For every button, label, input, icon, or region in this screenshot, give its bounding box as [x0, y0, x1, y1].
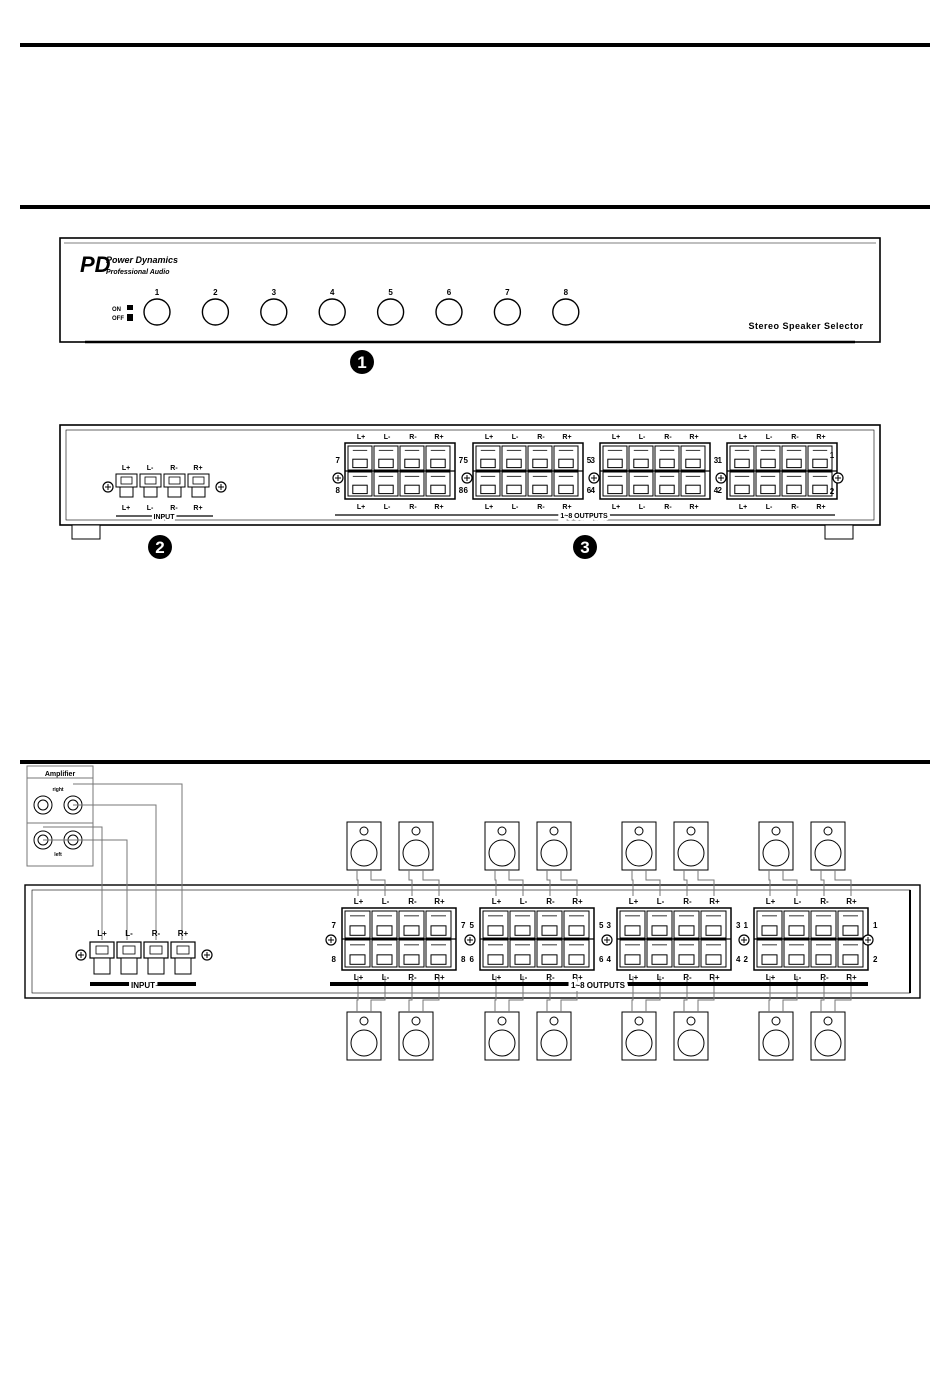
- wiring-output-group-2-clip-bottom-3-slot: [542, 955, 557, 964]
- wiring-output-group-4-clip-bottom-3-slot: [816, 955, 831, 964]
- button-number-3: 3: [271, 288, 277, 297]
- rear-output-group-1-clip-top-2-slot: [379, 459, 393, 467]
- input-label: INPUT: [153, 514, 175, 521]
- speaker-button-3: [261, 299, 287, 325]
- wiring-input-slot-4: [177, 946, 189, 954]
- wiring-output-group-2-clip-bottom-4-slot: [569, 955, 584, 964]
- rear-output-group-1-bottom-label-1: L+: [356, 504, 366, 511]
- button-number-2: 2: [213, 288, 218, 297]
- speaker-7-right-woofer: [403, 840, 429, 866]
- rear-output-group-2-bottom-label-1: L+: [484, 504, 494, 511]
- button-number-8: 8: [563, 288, 569, 297]
- wiring-input-clip-2: [121, 958, 137, 974]
- speaker-3-right-tweeter: [687, 827, 695, 835]
- rear-output-group-3-top-label-4: R+: [689, 434, 699, 441]
- wiring-output-group-3-bottom-label-3: R-: [683, 973, 692, 982]
- speaker-7-right-tweeter: [412, 827, 420, 835]
- product-label: Stereo Speaker Selector: [748, 321, 864, 331]
- rear-output-group-4-bottom-label-1: L+: [738, 504, 748, 511]
- speaker-6-left-woofer: [489, 1030, 515, 1056]
- wiring-output-group-4-top-label-1: L+: [765, 897, 776, 906]
- rear-output-group-1-clip-top-4-slot: [431, 459, 445, 467]
- wiring-output-number-3-left: 3: [606, 921, 611, 930]
- speaker-2-left-woofer: [763, 1030, 789, 1056]
- wiring-input-clip-3: [148, 958, 164, 974]
- input-clip-2: [144, 487, 157, 497]
- wiring-output-group-3-top-label-3: R-: [683, 897, 692, 906]
- wiring-output-group-1-top-label-2: L-: [381, 897, 390, 906]
- off-label: OFF: [112, 316, 124, 322]
- speaker-7-left-tweeter: [360, 827, 368, 835]
- rear-output-group-4-clip-bottom-2-slot: [761, 485, 775, 493]
- input-bottom-label-4: R+: [193, 505, 203, 512]
- front-panel: [60, 238, 880, 374]
- rear-output-group-1-clip-top-3-slot: [405, 459, 419, 467]
- wiring-outputs-label: 1~8 OUTPUTS: [570, 981, 626, 990]
- input-terminal-slot-3: [169, 477, 180, 484]
- wiring-output-number-2-right: 2: [873, 955, 878, 964]
- speaker-7-left-woofer: [351, 840, 377, 866]
- brand-tagline: Professional Audio: [106, 269, 170, 276]
- amp-right-label: right: [52, 787, 64, 793]
- rear-output-group-3-clip-top-1-slot: [608, 459, 622, 467]
- wiring-output-group-4-top-label-4: R+: [846, 897, 857, 906]
- wiring-output-group-4-top-label-3: R-: [820, 897, 829, 906]
- wiring-output-group-3-bottom-label-4: R+: [709, 973, 720, 982]
- input-bottom-label-2: L-: [146, 505, 154, 512]
- wiring-output-group-2-top-label-2: L-: [519, 897, 528, 906]
- rear-output-group-2-top-label-3: R-: [537, 434, 545, 441]
- wiring-output-group-4-clip-bottom-2-slot: [789, 955, 804, 964]
- input-bottom-label-3: R-: [170, 505, 178, 512]
- rear-output-group-2-top-label-2: L-: [511, 434, 519, 441]
- rear-output-group-3-bottom-label-3: R-: [664, 504, 672, 511]
- rear-output-group-2-clip-top-3-slot: [533, 459, 547, 467]
- rear-output-group-4-bottom-label-2: L-: [765, 504, 773, 511]
- input-terminal-slot-2: [145, 477, 156, 484]
- speaker-4-left-tweeter: [635, 1017, 643, 1025]
- rear-output-group-1-top-label-4: R+: [434, 434, 444, 441]
- rear-output-group-2-clip-bottom-3-slot: [533, 485, 547, 493]
- rear-output-group-4-top-label-1: L+: [738, 434, 748, 441]
- speaker-3-left-woofer: [626, 840, 652, 866]
- speaker-4-right-tweeter: [687, 1017, 695, 1025]
- wiring-output-number-1-left: 1: [743, 921, 748, 930]
- speaker-8-left-tweeter: [360, 1017, 368, 1025]
- rear-output-number-4-right: 4: [713, 486, 719, 495]
- rear-output-group-4-top-label-2: L-: [765, 434, 773, 441]
- wiring-output-number-7-left: 7: [331, 921, 336, 930]
- rear-output-group-2-clip-top-1-slot: [481, 459, 495, 467]
- wiring-output-group-1-bottom-label-3: R-: [408, 973, 417, 982]
- callout-2-number: 2: [155, 538, 165, 557]
- wiring-output-group-3-clip-top-2-slot: [652, 926, 667, 935]
- brand-name: Power Dynamics: [106, 255, 179, 265]
- speaker-8-left-woofer: [351, 1030, 377, 1056]
- speaker-1-left-woofer: [763, 840, 789, 866]
- wiring-output-group-3-top-label-4: R+: [709, 897, 720, 906]
- rear-output-group-1-top-label-2: L-: [383, 434, 391, 441]
- wiring-output-number-7-right: 7: [461, 921, 466, 930]
- rear-output-group-1-top-label-3: R-: [409, 434, 417, 441]
- speaker-6-right-tweeter: [550, 1017, 558, 1025]
- rear-output-group-3-bottom-label-1: L+: [611, 504, 621, 511]
- wiring-input-slot-3: [150, 946, 162, 954]
- rear-output-group-3-clip-bottom-1-slot: [608, 485, 622, 493]
- rear-foot-left: [72, 525, 100, 539]
- off-indicator-icon: [127, 314, 133, 321]
- rear-output-group-4-clip-top-4-slot: [813, 459, 827, 467]
- speaker-1-left-tweeter: [772, 827, 780, 835]
- speaker-button-8: [553, 299, 579, 325]
- rear-output-group-2-clip-bottom-1-slot: [481, 485, 495, 493]
- rear-output-group-2-top-label-4: R+: [562, 434, 572, 441]
- input-top-label-3: R-: [170, 465, 178, 472]
- speaker-button-5: [378, 299, 404, 325]
- rear-output-number-6-right: 6: [586, 486, 592, 495]
- wiring-output-group-4-clip-top-4-slot: [843, 926, 858, 935]
- input-clip-1: [120, 487, 133, 497]
- rear-output-number-7: 7: [335, 456, 340, 465]
- rear-output-group-3-clip-bottom-3-slot: [660, 485, 674, 493]
- rear-output-group-1-bottom-label-3: R-: [409, 504, 417, 511]
- button-number-6: 6: [446, 288, 452, 297]
- rear-output-number-8: 8: [335, 486, 340, 495]
- rear-output-group-3-clip-bottom-4-slot: [686, 485, 700, 493]
- speaker-6-left-tweeter: [498, 1017, 506, 1025]
- speaker-1-right-woofer: [815, 840, 841, 866]
- rear-output-group-1-clip-bottom-1-slot: [353, 485, 367, 493]
- amp-left-label: left: [54, 852, 62, 858]
- wiring-output-group-4-clip-top-1-slot: [762, 926, 777, 935]
- wiring-output-group-3-clip-bottom-3-slot: [679, 955, 694, 964]
- brand-logo: PD: [80, 252, 111, 277]
- amp-right-plus-inner: [38, 800, 48, 810]
- wiring-output-group-2-clip-bottom-2-slot: [515, 955, 530, 964]
- wiring-output-group-3-top-label-2: L-: [656, 897, 665, 906]
- wiring-input-slot-2: [123, 946, 135, 954]
- wiring-output-number-4-left: 4: [606, 955, 611, 964]
- input-top-label-4: R+: [193, 465, 203, 472]
- wiring-output-group-1-clip-bottom-1-slot: [350, 955, 365, 964]
- wiring-output-number-2-left: 2: [743, 955, 748, 964]
- rear-output-group-4-clip-bottom-1-slot: [735, 485, 749, 493]
- speaker-5-left-woofer: [489, 840, 515, 866]
- wiring-diagram: [25, 766, 920, 1060]
- rear-output-group-2-clip-top-2-slot: [507, 459, 521, 467]
- rear-output-number-3: 3: [590, 456, 595, 465]
- wiring-output-group-2-top-label-3: R-: [546, 897, 555, 906]
- wiring-input-slot-1: [96, 946, 108, 954]
- rear-output-number-4: 4: [590, 486, 595, 495]
- rear-output-number-5-right: 5: [586, 456, 592, 465]
- button-number-1: 1: [154, 288, 160, 297]
- wiring-output-group-1-clip-bottom-4-slot: [431, 955, 446, 964]
- wiring-output-group-2-bottom-label-4: R+: [572, 973, 583, 982]
- input-terminal-slot-1: [121, 477, 132, 484]
- wiring-output-number-8-left: 8: [331, 955, 336, 964]
- wiring-output-group-1-top-label-3: R-: [408, 897, 417, 906]
- wiring-output-group-3-top-label-1: L+: [628, 897, 639, 906]
- wiring-output-group-3-bottom-label-1: L+: [628, 973, 639, 982]
- rear-output-group-3-top-label-1: L+: [611, 434, 621, 441]
- rear-panel: [60, 425, 880, 559]
- speaker-5-right-tweeter: [550, 827, 558, 835]
- rear-output-number-1-right: 1: [829, 451, 835, 460]
- rear-output-group-3-clip-top-3-slot: [660, 459, 674, 467]
- wiring-output-group-3-clip-top-4-slot: [706, 926, 721, 935]
- rear-output-group-1-bottom-label-2: L-: [383, 504, 391, 511]
- wiring-output-group-4-clip-top-2-slot: [789, 926, 804, 935]
- speaker-button-6: [436, 299, 462, 325]
- rear-output-number-1: 1: [717, 456, 722, 465]
- rear-output-group-4-bottom-label-4: R+: [816, 504, 826, 511]
- wiring-output-group-1-bottom-label-2: L-: [381, 973, 390, 982]
- rear-output-group-4-bottom-label-3: R-: [791, 504, 799, 511]
- wiring-output-group-1-clip-top-4-slot: [431, 926, 446, 935]
- rear-output-number-2: 2: [717, 486, 722, 495]
- speaker-button-2: [202, 299, 228, 325]
- rear-output-group-1-clip-bottom-4-slot: [431, 485, 445, 493]
- rear-output-group-4-clip-top-2-slot: [761, 459, 775, 467]
- wiring-output-group-1-clip-bottom-2-slot: [377, 955, 392, 964]
- wiring-input-label: INPUT: [131, 981, 155, 990]
- wiring-output-group-4-clip-bottom-4-slot: [843, 955, 858, 964]
- wiring-output-number-6-left: 6: [469, 955, 474, 964]
- speaker-2-right-tweeter: [824, 1017, 832, 1025]
- speaker-3-left-tweeter: [635, 827, 643, 835]
- wiring-output-number-4-right: 4: [736, 955, 741, 964]
- speaker-3-right-woofer: [678, 840, 704, 866]
- wiring-output-group-1-bottom-label-1: L+: [353, 973, 364, 982]
- wiring-output-group-2-clip-top-4-slot: [569, 926, 584, 935]
- rear-output-group-2-clip-top-4-slot: [559, 459, 573, 467]
- wiring-output-group-2-clip-top-3-slot: [542, 926, 557, 935]
- rear-output-number-8-right: 8: [458, 486, 464, 495]
- rear-output-group-1-clip-top-1-slot: [353, 459, 367, 467]
- wiring-output-group-4-bottom-label-3: R-: [820, 973, 829, 982]
- wiring-output-group-4-clip-bottom-1-slot: [762, 955, 777, 964]
- wiring-output-group-4-top-label-2: L-: [793, 897, 802, 906]
- wiring-input-label-1: L+: [97, 929, 107, 938]
- wiring-input-label-4: R+: [177, 929, 189, 938]
- callout-3-number: 3: [580, 538, 590, 557]
- wiring-output-group-3-bottom-label-2: L-: [656, 973, 665, 982]
- wiring-output-group-1-top-label-4: R+: [434, 897, 445, 906]
- speaker-button-7: [494, 299, 520, 325]
- wiring-output-number-6-right: 6: [599, 955, 604, 964]
- wiring-output-group-2-bottom-label-2: L-: [519, 973, 528, 982]
- wiring-output-group-1-clip-top-2-slot: [377, 926, 392, 935]
- wiring-output-group-2-clip-top-2-slot: [515, 926, 530, 935]
- wiring-output-group-1-clip-top-3-slot: [404, 926, 419, 935]
- wiring-output-group-4-bottom-label-1: L+: [765, 973, 776, 982]
- button-number-7: 7: [505, 288, 510, 297]
- rear-output-group-4-clip-top-1-slot: [735, 459, 749, 467]
- speaker-5-left-tweeter: [498, 827, 506, 835]
- rear-output-group-3-top-label-3: R-: [664, 434, 672, 441]
- rear-output-group-2-top-label-1: L+: [484, 434, 494, 441]
- speaker-4-left-woofer: [626, 1030, 652, 1056]
- wiring-output-group-4-bottom-label-2: L-: [793, 973, 802, 982]
- wiring-output-group-3-clip-bottom-4-slot: [706, 955, 721, 964]
- speaker-5-right-woofer: [541, 840, 567, 866]
- input-clip-3: [168, 487, 181, 497]
- button-number-4: 4: [329, 288, 335, 297]
- wiring-output-group-2-top-label-1: L+: [491, 897, 502, 906]
- rear-output-group-2-clip-bottom-2-slot: [507, 485, 521, 493]
- wiring-output-group-2-bottom-label-1: L+: [491, 973, 502, 982]
- input-clip-4: [192, 487, 205, 497]
- speaker-button-1: [144, 299, 170, 325]
- on-label: ON: [112, 307, 121, 313]
- callout-1-number: 1: [357, 353, 367, 372]
- speaker-8-right-woofer: [403, 1030, 429, 1056]
- rear-output-number-2-right: 2: [829, 487, 835, 496]
- rear-output-group-4-top-label-3: R-: [791, 434, 799, 441]
- wiring-output-number-5-right: 5: [599, 921, 604, 930]
- wiring-output-group-1-clip-top-1-slot: [350, 926, 365, 935]
- rear-output-number-6: 6: [463, 486, 468, 495]
- rear-output-group-2-bottom-label-4: R+: [562, 504, 572, 511]
- speaker-8-right-tweeter: [412, 1017, 420, 1025]
- rear-output-group-4-top-label-4: R+: [816, 434, 826, 441]
- rear-output-group-3-bottom-label-2: L-: [638, 504, 646, 511]
- wiring-output-group-2-clip-bottom-1-slot: [488, 955, 503, 964]
- wiring-output-group-2-top-label-4: R+: [572, 897, 583, 906]
- wiring-input-label-3: R-: [151, 929, 161, 938]
- wiring-input-label-2: L-: [125, 929, 133, 938]
- rear-output-group-4-clip-bottom-4-slot: [813, 485, 827, 493]
- speaker-2-left-tweeter: [772, 1017, 780, 1025]
- on-indicator-icon: [127, 305, 133, 310]
- wiring-output-group-3-clip-bottom-1-slot: [625, 955, 640, 964]
- rear-output-number-7-right: 7: [458, 456, 464, 465]
- input-terminal-slot-4: [193, 477, 204, 484]
- rear-output-group-3-bottom-label-4: R+: [689, 504, 699, 511]
- input-bottom-label-1: L+: [121, 505, 131, 512]
- rear-output-group-3-clip-top-4-slot: [686, 459, 700, 467]
- rear-output-number-5: 5: [463, 456, 468, 465]
- wiring-output-group-1-top-label-1: L+: [353, 897, 364, 906]
- rear-output-number-3-right: 3: [713, 456, 719, 465]
- rear-output-group-1-clip-bottom-2-slot: [379, 485, 393, 493]
- rear-output-group-4-clip-bottom-3-slot: [787, 485, 801, 493]
- amplifier-label: Amplifier: [44, 771, 76, 778]
- rear-foot-right: [825, 525, 853, 539]
- outputs-label: 1~8 OUTPUTS: [560, 513, 608, 520]
- rear-output-group-4-clip-top-3-slot: [787, 459, 801, 467]
- speaker-6-right-woofer: [541, 1030, 567, 1056]
- speaker-4-right-woofer: [678, 1030, 704, 1056]
- wiring-output-group-4-clip-top-3-slot: [816, 926, 831, 935]
- wiring-output-group-1-clip-bottom-3-slot: [404, 955, 419, 964]
- wiring-output-group-2-bottom-label-3: R-: [546, 973, 555, 982]
- wiring-output-number-5-left: 5: [469, 921, 474, 930]
- wiring-input-clip-4: [175, 958, 191, 974]
- wiring-output-group-1-bottom-label-4: R+: [434, 973, 445, 982]
- wiring-output-group-3-clip-bottom-2-slot: [652, 955, 667, 964]
- wiring-output-group-3-clip-top-1-slot: [625, 926, 640, 935]
- rear-output-group-3-clip-top-2-slot: [634, 459, 648, 467]
- input-top-label-2: L-: [146, 465, 154, 472]
- wiring-output-group-3-clip-top-3-slot: [679, 926, 694, 935]
- rear-output-group-2-bottom-label-3: R-: [537, 504, 545, 511]
- rear-output-group-3-top-label-2: L-: [638, 434, 646, 441]
- rear-output-group-2-clip-bottom-4-slot: [559, 485, 573, 493]
- amplifier-box: [27, 766, 93, 866]
- wiring-output-number-3-right: 3: [736, 921, 741, 930]
- rear-output-group-1-clip-bottom-3-slot: [405, 485, 419, 493]
- rear-output-group-3-clip-bottom-2-slot: [634, 485, 648, 493]
- rear-output-group-1-bottom-label-4: R+: [434, 504, 444, 511]
- speaker-button-4: [319, 299, 345, 325]
- wiring-output-number-8-right: 8: [461, 955, 466, 964]
- rear-output-group-1-top-label-1: L+: [356, 434, 366, 441]
- wiring-output-group-2-clip-top-1-slot: [488, 926, 503, 935]
- button-number-5: 5: [388, 288, 393, 297]
- speaker-2-right-woofer: [815, 1030, 841, 1056]
- input-top-label-1: L+: [121, 465, 131, 472]
- rear-output-group-2-bottom-label-2: L-: [511, 504, 519, 511]
- wiring-input-clip-1: [94, 958, 110, 974]
- wiring-output-group-4-bottom-label-4: R+: [846, 973, 857, 982]
- speaker-1-right-tweeter: [824, 827, 832, 835]
- wiring-output-number-1-right: 1: [873, 921, 878, 930]
